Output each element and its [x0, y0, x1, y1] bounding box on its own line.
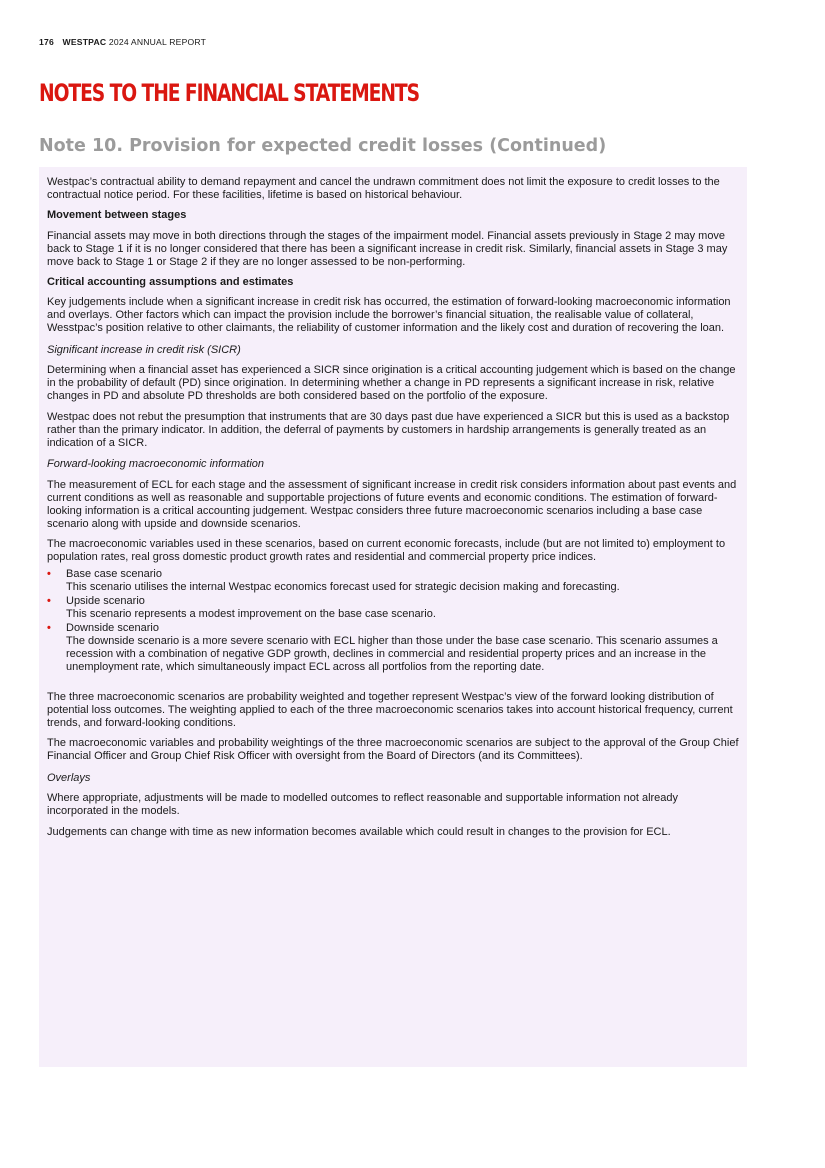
list-item	[47, 622, 739, 674]
scenario-description: The downside scenario is a more severe scenario with ECL higher than those under the base case scenario. This scenario assumes a recession with a combination of negative GDP growth, declines in commercial and residential property prices and an increase in the unemployment rate, which simultaneously impact ECL across all portfolios from the reporting date.	[66, 635, 718, 674]
intro-paragraph: Westpac’s contractual ability to demand repayment and cancel the undrawn commitment does not limit the exposure to credit losses to the contractual notice period. For these facilities, lifetime is based on historical behaviour.	[47, 176, 720, 201]
running-header	[39, 37, 206, 47]
scenario-title: Base case scenario	[66, 567, 162, 580]
critical-heading: Critical accounting assumptions and estimates	[47, 275, 294, 288]
sicr-paragraph-2: Westpac does not rebut the presumption that instruments that are 30 days past due have experienced a SICR but this is used as a backstop rather than the primary indicator. In addition, the deferral of payments by customers in hardship arrangements is generally treated as an indication of a SICR.	[47, 410, 730, 449]
critical-paragraph: Key judgements include when a significant increase in credit risk has occurred, the estimation of forward-looking macroeconomic information and overlays. Other factors which can impact the provision include the borrower’s financial situation, the realisable value of collateral, Wesstpac’s position relative to other claimants, the reliability of customer information and the likely cost and duration of recovering the loan.	[47, 296, 731, 335]
scenario-list	[47, 568, 739, 674]
sicr-heading: Significant increase in credit risk (SICR)	[47, 344, 241, 357]
note-title: Note 10. Provision for expected credit losses (Continued)	[39, 136, 607, 156]
spacer	[47, 682, 739, 691]
movement-heading: Movement between stages	[47, 209, 187, 222]
section-title: NOTES TO THE FINANCIAL STATEMENTS	[39, 79, 419, 107]
list-item	[47, 595, 739, 621]
scenario-description: This scenario represents a modest improvement on the base case scenario.	[66, 607, 436, 620]
forward-paragraph-2: The macroeconomic variables used in these scenarios, based on current economic forecasts, include (but are not limited to) employment to population rates, real gross domestic product growth rates and residential and commercial property price indices.	[47, 537, 726, 563]
scenario-description: This scenario utilises the internal Westpac economics forecast used for strategic decision making and forecasting.	[66, 580, 620, 593]
bullet-icon: •	[47, 567, 51, 580]
overlays-paragraph-2: Judgements can change with time as new information becomes available which could result in changes to the provision for ECL.	[47, 825, 671, 838]
overlays-heading: Overlays	[47, 772, 91, 785]
brand-name: WESTPAC	[62, 37, 107, 47]
weighting-paragraph: The three macroeconomic scenarios are probability weighted and together represent Westpac’s view of the forward looking distribution of potential loss outcomes. The weighting applied to each of the three macroeconomic scenarios takes into account historical frequency, current trends, and forward-looking conditions.	[47, 691, 733, 729]
forward-heading: Forward-looking macroeconomic information	[47, 458, 265, 471]
note-content-panel	[39, 167, 747, 1067]
bullet-icon: •	[47, 622, 51, 635]
movement-paragraph: Financial assets may move in both directions through the stages of the impairment model. Financial assets previously in Stage 2 may move back to Stage 1 if it is no longer considered that there has been a significant increase in credit risk. Similarly, financial assets in Stage 3 may move back to Stage 1 or Stage 2 if they are no longer assessed to be non-performing.	[47, 229, 728, 268]
scenario-title: Downside scenario	[66, 622, 159, 635]
sicr-paragraph-1: Determining when a financial asset has experienced a SICR since origination is a critical accounting judgement which is based on the change in the probability of default (PD) since origination. In determining whether a change in PD represents a significant increase in risk, relative changes in PD and absolute PD thresholds are both considered based on the portfolio of the exposure.	[47, 364, 736, 403]
bullet-icon: •	[47, 595, 51, 608]
overlays-paragraph-1: Where appropriate, adjustments will be made to modelled outcomes to reflect reasonable and supportable information not already incorporated in the models.	[47, 792, 679, 818]
scenario-title: Upside scenario	[66, 595, 145, 608]
page-number: 176	[39, 37, 54, 47]
list-item	[47, 568, 739, 594]
forward-paragraph-1: The measurement of ECL for each stage and the assessment of significant increase in credit risk considers information about past events and current conditions as well as reasonable and supportable projections of future events and economic conditions. The estimation of forward-looking information is a critical accounting judgement. Westpac considers three future macroeconomic scenarios including a base case scenario along with upside and downside scenarios.	[47, 478, 737, 530]
report-name: 2024 ANNUAL REPORT	[108, 37, 207, 47]
approval-paragraph: The macroeconomic variables and probability weightings of the three macroeconomic scenarios are subject to the approval of the Group Chief Financial Officer and Group Chief Risk Officer with oversight from the Board of Directors (and its Committees).	[47, 737, 739, 763]
